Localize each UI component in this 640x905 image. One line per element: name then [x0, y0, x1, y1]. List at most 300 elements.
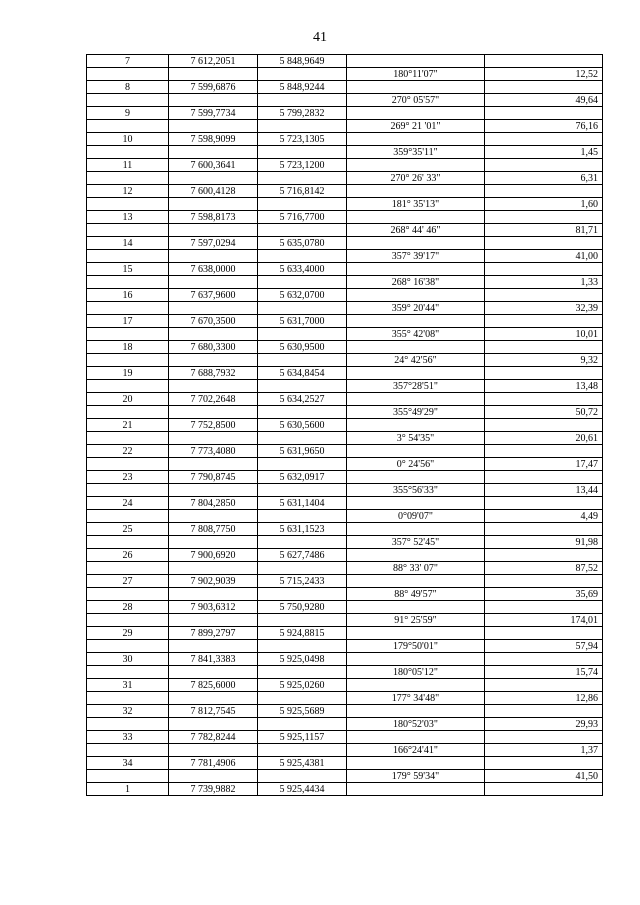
direction-angle-cell: 91° 25'59"	[347, 614, 485, 627]
point-number-cell: 18	[87, 341, 169, 354]
segment-length-cell: 4,49	[485, 510, 603, 523]
segment-length-cell	[485, 211, 603, 224]
x-coordinate-cell: 7 825,6000	[169, 679, 258, 692]
y-coordinate-cell	[258, 692, 347, 705]
x-coordinate-cell: 7 597,0294	[169, 237, 258, 250]
direction-angle-cell	[347, 653, 485, 666]
x-coordinate-cell: 7 600,4128	[169, 185, 258, 198]
segment-row	[87, 276, 603, 289]
point-number-cell	[87, 588, 169, 601]
x-coordinate-cell: 7 899,2797	[169, 627, 258, 640]
y-coordinate-cell: 5 631,1404	[258, 497, 347, 510]
point-row	[87, 81, 603, 94]
segment-row	[87, 380, 603, 393]
point-number-cell	[87, 744, 169, 757]
segment-row	[87, 770, 603, 783]
segment-length-cell: 35,69	[485, 588, 603, 601]
segment-length-cell: 1,37	[485, 744, 603, 757]
segment-row	[87, 458, 603, 471]
direction-angle-cell: 180°05'12"	[347, 666, 485, 679]
y-coordinate-cell	[258, 588, 347, 601]
x-coordinate-cell: 7 808,7750	[169, 523, 258, 536]
direction-angle-cell	[347, 81, 485, 94]
point-number-cell: 16	[87, 289, 169, 302]
y-coordinate-cell: 5 723,1305	[258, 133, 347, 146]
point-number-cell	[87, 432, 169, 445]
x-coordinate-cell	[169, 432, 258, 445]
segment-row	[87, 354, 603, 367]
segment-length-cell	[485, 549, 603, 562]
x-coordinate-cell: 7 781,4906	[169, 757, 258, 770]
point-row	[87, 367, 603, 380]
point-number-cell	[87, 302, 169, 315]
x-coordinate-cell: 7 782,8244	[169, 731, 258, 744]
point-number-cell	[87, 172, 169, 185]
direction-angle-cell	[347, 575, 485, 588]
x-coordinate-cell	[169, 614, 258, 627]
point-number-cell: 25	[87, 523, 169, 536]
point-number-cell	[87, 562, 169, 575]
x-coordinate-cell: 7 598,9099	[169, 133, 258, 146]
y-coordinate-cell: 5 925,1157	[258, 731, 347, 744]
segment-length-cell	[485, 315, 603, 328]
y-coordinate-cell	[258, 198, 347, 211]
segment-row	[87, 224, 603, 237]
point-number-cell	[87, 536, 169, 549]
point-number-cell: 20	[87, 393, 169, 406]
x-coordinate-cell	[169, 172, 258, 185]
direction-angle-cell: 355°56'33"	[347, 484, 485, 497]
y-coordinate-cell	[258, 250, 347, 263]
point-number-cell	[87, 406, 169, 419]
segment-length-cell: 13,48	[485, 380, 603, 393]
direction-angle-cell: 359° 20'44"	[347, 302, 485, 315]
y-coordinate-cell: 5 632,0700	[258, 289, 347, 302]
x-coordinate-cell: 7 900,6920	[169, 549, 258, 562]
direction-angle-cell: 0° 24'56"	[347, 458, 485, 471]
x-coordinate-cell: 7 804,2850	[169, 497, 258, 510]
y-coordinate-cell: 5 634,2527	[258, 393, 347, 406]
x-coordinate-cell: 7 600,3641	[169, 159, 258, 172]
point-row	[87, 55, 603, 68]
segment-length-cell	[485, 575, 603, 588]
segment-length-cell	[485, 445, 603, 458]
x-coordinate-cell	[169, 484, 258, 497]
segment-row	[87, 68, 603, 81]
point-number-cell: 11	[87, 159, 169, 172]
direction-angle-cell	[347, 705, 485, 718]
direction-angle-cell	[347, 757, 485, 770]
direction-angle-cell: 357°28'51"	[347, 380, 485, 393]
point-row	[87, 523, 603, 536]
y-coordinate-cell	[258, 94, 347, 107]
point-number-cell	[87, 120, 169, 133]
point-row	[87, 731, 603, 744]
point-number-cell: 29	[87, 627, 169, 640]
point-row	[87, 159, 603, 172]
y-coordinate-cell	[258, 666, 347, 679]
y-coordinate-cell	[258, 380, 347, 393]
y-coordinate-cell: 5 723,1200	[258, 159, 347, 172]
segment-row	[87, 172, 603, 185]
coordinates-table-body	[87, 55, 603, 796]
point-number-cell	[87, 458, 169, 471]
point-number-cell: 15	[87, 263, 169, 276]
segment-length-cell: 1,45	[485, 146, 603, 159]
point-number-cell	[87, 328, 169, 341]
y-coordinate-cell	[258, 406, 347, 419]
segment-length-cell: 1,33	[485, 276, 603, 289]
point-row	[87, 315, 603, 328]
point-row	[87, 289, 603, 302]
direction-angle-cell	[347, 393, 485, 406]
y-coordinate-cell: 5 630,5600	[258, 419, 347, 432]
direction-angle-cell	[347, 601, 485, 614]
segment-length-cell	[485, 237, 603, 250]
point-row	[87, 237, 603, 250]
point-number-cell: 22	[87, 445, 169, 458]
y-coordinate-cell: 5 925,4381	[258, 757, 347, 770]
x-coordinate-cell: 7 599,6876	[169, 81, 258, 94]
x-coordinate-cell: 7 612,2051	[169, 55, 258, 68]
direction-angle-cell	[347, 367, 485, 380]
y-coordinate-cell	[258, 536, 347, 549]
point-row	[87, 705, 603, 718]
segment-row	[87, 588, 603, 601]
point-number-cell: 34	[87, 757, 169, 770]
direction-angle-cell	[347, 445, 485, 458]
x-coordinate-cell	[169, 146, 258, 159]
segment-length-cell: 12,86	[485, 692, 603, 705]
direction-angle-cell: 177° 34'48"	[347, 692, 485, 705]
segment-length-cell: 32,39	[485, 302, 603, 315]
direction-angle-cell	[347, 419, 485, 432]
point-row	[87, 341, 603, 354]
point-number-cell	[87, 68, 169, 81]
direction-angle-cell: 269° 21 '01"	[347, 120, 485, 133]
segment-length-cell: 49,64	[485, 94, 603, 107]
point-number-cell	[87, 484, 169, 497]
point-number-cell: 30	[87, 653, 169, 666]
point-number-cell: 26	[87, 549, 169, 562]
x-coordinate-cell: 7 670,3500	[169, 315, 258, 328]
point-number-cell: 32	[87, 705, 169, 718]
segment-length-cell	[485, 679, 603, 692]
x-coordinate-cell: 7 598,8173	[169, 211, 258, 224]
y-coordinate-cell: 5 925,0260	[258, 679, 347, 692]
point-number-cell	[87, 146, 169, 159]
direction-angle-cell: 179°50'01"	[347, 640, 485, 653]
segment-row	[87, 536, 603, 549]
segment-row	[87, 614, 603, 627]
segment-row	[87, 432, 603, 445]
direction-angle-cell	[347, 211, 485, 224]
segment-row	[87, 640, 603, 653]
y-coordinate-cell: 5 716,7700	[258, 211, 347, 224]
y-coordinate-cell	[258, 172, 347, 185]
point-number-cell	[87, 614, 169, 627]
x-coordinate-cell	[169, 770, 258, 783]
direction-angle-cell	[347, 783, 485, 796]
segment-row	[87, 302, 603, 315]
segment-length-cell	[485, 653, 603, 666]
segment-length-cell: 57,94	[485, 640, 603, 653]
point-number-cell: 21	[87, 419, 169, 432]
point-number-cell	[87, 354, 169, 367]
point-row	[87, 549, 603, 562]
segment-row	[87, 510, 603, 523]
direction-angle-cell: 166°24'41"	[347, 744, 485, 757]
segment-length-cell	[485, 757, 603, 770]
x-coordinate-cell: 7 773,4080	[169, 445, 258, 458]
direction-angle-cell: 180°52'03"	[347, 718, 485, 731]
segment-length-cell	[485, 471, 603, 484]
y-coordinate-cell: 5 848,9244	[258, 81, 347, 94]
x-coordinate-cell: 7 688,7932	[169, 367, 258, 380]
direction-angle-cell: 355° 42'08"	[347, 328, 485, 341]
point-number-cell: 27	[87, 575, 169, 588]
point-row	[87, 107, 603, 120]
segment-length-cell: 41,00	[485, 250, 603, 263]
x-coordinate-cell: 7 903,6312	[169, 601, 258, 614]
direction-angle-cell	[347, 159, 485, 172]
point-number-cell	[87, 276, 169, 289]
y-coordinate-cell	[258, 744, 347, 757]
direction-angle-cell	[347, 731, 485, 744]
segment-length-cell	[485, 107, 603, 120]
segment-length-cell: 13,44	[485, 484, 603, 497]
segment-row	[87, 484, 603, 497]
y-coordinate-cell: 5 848,9649	[258, 55, 347, 68]
direction-angle-cell	[347, 497, 485, 510]
segment-length-cell: 6,31	[485, 172, 603, 185]
direction-angle-cell	[347, 237, 485, 250]
y-coordinate-cell: 5 925,4434	[258, 783, 347, 796]
segment-length-cell	[485, 731, 603, 744]
x-coordinate-cell	[169, 224, 258, 237]
point-number-cell	[87, 380, 169, 393]
x-coordinate-cell	[169, 302, 258, 315]
direction-angle-cell: 268° 16'38"	[347, 276, 485, 289]
y-coordinate-cell	[258, 68, 347, 81]
x-coordinate-cell	[169, 120, 258, 133]
direction-angle-cell: 357° 52'45"	[347, 536, 485, 549]
segment-length-cell: 9,32	[485, 354, 603, 367]
direction-angle-cell: 181° 35'13"	[347, 198, 485, 211]
point-row	[87, 627, 603, 640]
direction-angle-cell	[347, 627, 485, 640]
segment-row	[87, 120, 603, 133]
page-number: 41	[313, 30, 327, 45]
y-coordinate-cell	[258, 718, 347, 731]
y-coordinate-cell	[258, 432, 347, 445]
point-number-cell: 33	[87, 731, 169, 744]
y-coordinate-cell	[258, 120, 347, 133]
x-coordinate-cell: 7 599,7734	[169, 107, 258, 120]
y-coordinate-cell: 5 925,5689	[258, 705, 347, 718]
direction-angle-cell: 355°49'29"	[347, 406, 485, 419]
segment-length-cell	[485, 133, 603, 146]
direction-angle-cell: 88° 49'57"	[347, 588, 485, 601]
segment-length-cell: 41,50	[485, 770, 603, 783]
segment-length-cell: 10,01	[485, 328, 603, 341]
segment-length-cell	[485, 341, 603, 354]
x-coordinate-cell	[169, 692, 258, 705]
point-number-cell: 31	[87, 679, 169, 692]
direction-angle-cell	[347, 55, 485, 68]
segment-length-cell	[485, 705, 603, 718]
x-coordinate-cell: 7 752,8500	[169, 419, 258, 432]
point-number-cell: 1	[87, 783, 169, 796]
y-coordinate-cell: 5 632,0917	[258, 471, 347, 484]
direction-angle-cell	[347, 471, 485, 484]
y-coordinate-cell	[258, 640, 347, 653]
segment-row	[87, 692, 603, 705]
y-coordinate-cell	[258, 302, 347, 315]
direction-angle-cell	[347, 341, 485, 354]
direction-angle-cell	[347, 133, 485, 146]
segment-row	[87, 250, 603, 263]
point-number-cell	[87, 770, 169, 783]
direction-angle-cell	[347, 289, 485, 302]
x-coordinate-cell	[169, 406, 258, 419]
point-number-cell: 19	[87, 367, 169, 380]
y-coordinate-cell: 5 925,0498	[258, 653, 347, 666]
segment-length-cell	[485, 159, 603, 172]
point-row	[87, 471, 603, 484]
y-coordinate-cell	[258, 562, 347, 575]
direction-angle-cell	[347, 549, 485, 562]
point-row	[87, 445, 603, 458]
point-row	[87, 497, 603, 510]
point-row	[87, 263, 603, 276]
point-number-cell	[87, 198, 169, 211]
segment-length-cell: 81,71	[485, 224, 603, 237]
x-coordinate-cell: 7 637,9600	[169, 289, 258, 302]
x-coordinate-cell	[169, 640, 258, 653]
direction-angle-cell	[347, 185, 485, 198]
y-coordinate-cell: 5 716,8142	[258, 185, 347, 198]
point-number-cell: 9	[87, 107, 169, 120]
y-coordinate-cell: 5 631,9650	[258, 445, 347, 458]
segment-length-cell	[485, 289, 603, 302]
point-row	[87, 783, 603, 796]
x-coordinate-cell	[169, 718, 258, 731]
segment-length-cell: 20,61	[485, 432, 603, 445]
segment-length-cell	[485, 419, 603, 432]
x-coordinate-cell	[169, 562, 258, 575]
x-coordinate-cell	[169, 198, 258, 211]
x-coordinate-cell: 7 790,8745	[169, 471, 258, 484]
point-number-cell: 10	[87, 133, 169, 146]
direction-angle-cell: 3° 54'35"	[347, 432, 485, 445]
segment-row	[87, 328, 603, 341]
direction-angle-cell: 270° 26' 33"	[347, 172, 485, 185]
segment-length-cell	[485, 55, 603, 68]
point-number-cell	[87, 640, 169, 653]
y-coordinate-cell	[258, 354, 347, 367]
direction-angle-cell: 0°09'07"	[347, 510, 485, 523]
point-row	[87, 757, 603, 770]
segment-length-cell: 76,16	[485, 120, 603, 133]
x-coordinate-cell: 7 902,9039	[169, 575, 258, 588]
segment-length-cell	[485, 393, 603, 406]
segment-length-cell	[485, 601, 603, 614]
y-coordinate-cell	[258, 484, 347, 497]
point-number-cell: 14	[87, 237, 169, 250]
x-coordinate-cell	[169, 536, 258, 549]
segment-length-cell	[485, 81, 603, 94]
x-coordinate-cell	[169, 744, 258, 757]
segment-length-cell	[485, 523, 603, 536]
y-coordinate-cell: 5 924,8815	[258, 627, 347, 640]
point-number-cell	[87, 510, 169, 523]
point-number-cell: 17	[87, 315, 169, 328]
x-coordinate-cell	[169, 276, 258, 289]
segment-row	[87, 406, 603, 419]
direction-angle-cell: 357° 39'17"	[347, 250, 485, 263]
x-coordinate-cell: 7 702,2648	[169, 393, 258, 406]
point-number-cell	[87, 666, 169, 679]
segment-length-cell: 15,74	[485, 666, 603, 679]
y-coordinate-cell	[258, 510, 347, 523]
x-coordinate-cell	[169, 588, 258, 601]
point-number-cell: 7	[87, 55, 169, 68]
direction-angle-cell: 268° 44' 46"	[347, 224, 485, 237]
y-coordinate-cell	[258, 224, 347, 237]
point-row	[87, 185, 603, 198]
x-coordinate-cell	[169, 510, 258, 523]
point-row	[87, 679, 603, 692]
segment-row	[87, 146, 603, 159]
point-row	[87, 601, 603, 614]
x-coordinate-cell	[169, 458, 258, 471]
direction-angle-cell	[347, 523, 485, 536]
x-coordinate-cell: 7 812,7545	[169, 705, 258, 718]
y-coordinate-cell: 5 634,8454	[258, 367, 347, 380]
point-row	[87, 419, 603, 432]
direction-angle-cell: 179° 59'34"	[347, 770, 485, 783]
y-coordinate-cell: 5 633,4000	[258, 263, 347, 276]
point-number-cell	[87, 718, 169, 731]
y-coordinate-cell: 5 799,2832	[258, 107, 347, 120]
direction-angle-cell	[347, 315, 485, 328]
y-coordinate-cell	[258, 458, 347, 471]
y-coordinate-cell: 5 715,2433	[258, 575, 347, 588]
y-coordinate-cell	[258, 146, 347, 159]
segment-length-cell	[485, 627, 603, 640]
point-number-cell	[87, 94, 169, 107]
direction-angle-cell	[347, 107, 485, 120]
y-coordinate-cell: 5 630,9500	[258, 341, 347, 354]
point-number-cell: 12	[87, 185, 169, 198]
direction-angle-cell	[347, 263, 485, 276]
point-number-cell: 8	[87, 81, 169, 94]
y-coordinate-cell	[258, 276, 347, 289]
point-row	[87, 653, 603, 666]
direction-angle-cell: 88° 33' 07"	[347, 562, 485, 575]
y-coordinate-cell	[258, 614, 347, 627]
point-row	[87, 133, 603, 146]
x-coordinate-cell	[169, 68, 258, 81]
segment-row	[87, 562, 603, 575]
y-coordinate-cell: 5 750,9280	[258, 601, 347, 614]
segment-length-cell	[485, 263, 603, 276]
direction-angle-cell: 24° 42'56"	[347, 354, 485, 367]
direction-angle-cell: 270° 05'57"	[347, 94, 485, 107]
direction-angle-cell: 359°35'11"	[347, 146, 485, 159]
segment-length-cell	[485, 497, 603, 510]
